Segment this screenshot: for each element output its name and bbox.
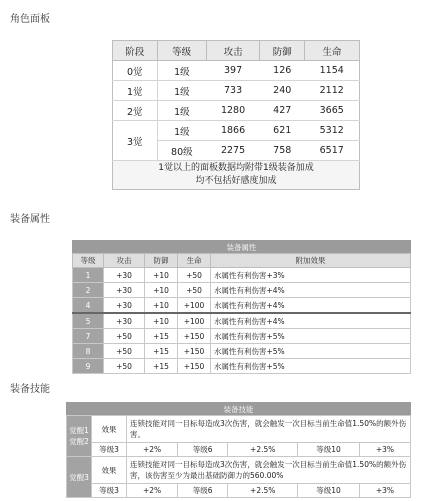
hp-cell: 6517	[304, 141, 359, 161]
table-row	[73, 268, 411, 283]
note-line-2: 均不包括好感度加成	[195, 176, 277, 186]
defense-cell: +15	[145, 344, 178, 359]
hp-cell: +150	[178, 329, 211, 344]
hp-cell: +50	[178, 268, 211, 283]
hp-cell: 3665	[304, 101, 359, 121]
equip-skill-table	[66, 402, 411, 498]
effect-cell: 水属性有利伤害+3%	[211, 268, 411, 283]
hp-cell: 1154	[304, 61, 359, 81]
header-attack: 攻击	[206, 41, 260, 61]
attack-cell: 1280	[206, 101, 260, 121]
panel-section-title: 角色面板	[10, 14, 50, 25]
level-3-value: +2%	[127, 443, 178, 457]
table-row	[73, 359, 411, 374]
skill-effect-row	[67, 416, 411, 443]
effect-label: 效果	[92, 457, 127, 484]
hp-cell: 5312	[304, 121, 359, 141]
defense-cell: 126	[260, 61, 305, 81]
level-6-value: +2.5%	[228, 484, 298, 498]
table-row	[113, 81, 360, 101]
header-defense: 防御	[145, 254, 178, 268]
panel-header-row	[113, 41, 360, 61]
header-level: 等级	[157, 41, 206, 61]
defense-cell: 758	[260, 141, 305, 161]
panel-note	[113, 161, 360, 190]
attack-cell: 2275	[206, 141, 260, 161]
defense-cell: +10	[145, 283, 178, 298]
header-defense: 防御	[260, 41, 305, 61]
table-row	[113, 61, 360, 81]
hp-cell: +150	[178, 359, 211, 374]
header-attack: 攻击	[104, 254, 145, 268]
attack-cell: +30	[104, 313, 145, 329]
attack-cell: 397	[206, 61, 260, 81]
level-cell: 4	[73, 298, 104, 314]
table-row	[73, 329, 411, 344]
effect-cell: 水属性有利伤害+4%	[211, 283, 411, 298]
stage-cell: 2觉	[113, 101, 158, 121]
level-cell: 9	[73, 359, 104, 374]
level-6-label: 等级6	[178, 484, 228, 498]
effect-label: 效果	[92, 416, 127, 443]
level-cell: 5	[73, 313, 104, 329]
attack-cell: +50	[104, 344, 145, 359]
header-level: 等级	[73, 254, 104, 268]
defense-cell: 240	[260, 81, 305, 101]
level-cell: 1	[73, 268, 104, 283]
level-cell: 80级	[157, 141, 206, 161]
attack-cell: 733	[206, 81, 260, 101]
equip-attributes-table	[72, 240, 411, 374]
effect-cell: 水属性有利伤害+4%	[211, 313, 411, 329]
defense-cell: 427	[260, 101, 305, 121]
effect-cell: 水属性有利伤害+5%	[211, 329, 411, 344]
skill-title-row	[67, 403, 411, 416]
table-row	[73, 298, 411, 314]
defense-cell: 621	[260, 121, 305, 141]
header-hp: 生命	[178, 254, 211, 268]
level-cell: 1级	[157, 81, 206, 101]
hp-cell: 2112	[304, 81, 359, 101]
table-row	[113, 101, 360, 121]
skill-level-row	[67, 484, 411, 498]
hp-cell: +100	[178, 313, 211, 329]
hp-cell: +100	[178, 298, 211, 314]
defense-cell: +10	[145, 313, 178, 329]
level-10-label: 等级10	[298, 443, 360, 457]
table-row	[73, 344, 411, 359]
level-6-value: +2.5%	[228, 443, 298, 457]
header-effect: 附加效果	[211, 254, 411, 268]
level-10-value: +3%	[359, 484, 410, 498]
skill-effect-row	[67, 457, 411, 484]
stage-cell: 1觉	[113, 81, 158, 101]
level-cell: 2	[73, 283, 104, 298]
equip-header-row	[73, 254, 411, 268]
defense-cell: +15	[145, 329, 178, 344]
level-10-value: +3%	[359, 443, 410, 457]
header-stage: 阶段	[113, 41, 158, 61]
panel-note-row	[113, 161, 360, 190]
level-3-label: 等级3	[92, 484, 127, 498]
skill-table-title: 装备技能	[67, 403, 411, 416]
level-10-label: 等级10	[298, 484, 360, 498]
level-cell: 1级	[157, 121, 206, 141]
attack-cell: +30	[104, 298, 145, 314]
level-cell: 8	[73, 344, 104, 359]
equip-table-title: 装备属性	[73, 241, 411, 254]
character-panel-table	[112, 40, 360, 190]
awaken-label: 觉醒3	[67, 457, 92, 498]
defense-cell: +10	[145, 298, 178, 314]
attack-cell: 1866	[206, 121, 260, 141]
effect-cell: 水属性有利伤害+4%	[211, 298, 411, 314]
table-row	[73, 283, 411, 298]
hp-cell: +50	[178, 283, 211, 298]
attack-cell: +50	[104, 359, 145, 374]
defense-cell: +15	[145, 359, 178, 374]
level-cell: 7	[73, 329, 104, 344]
stage-cell: 0觉	[113, 61, 158, 81]
effect-cell: 水属性有利伤害+5%	[211, 359, 411, 374]
table-row	[73, 313, 411, 329]
stage-cell: 3觉	[113, 121, 158, 161]
attack-cell: +50	[104, 329, 145, 344]
level-6-label: 等级6	[178, 443, 228, 457]
header-hp: 生命	[304, 41, 359, 61]
skill-description: 连锁技能对同一目标每造成3次伤害，就会触发一次目标当前生命值1.50%的额外伤害。	[127, 416, 411, 443]
skill-description: 连锁技能对同一目标每造成3次伤害，就会触发一次目标当前生命值1.50%的额外伤害，该伤害至少为最出基础防御力的560.00%	[127, 457, 411, 484]
attack-cell: +30	[104, 283, 145, 298]
skill-level-row	[67, 443, 411, 457]
note-line-1: 1觉以上的面板数据均附带1级装备加成	[158, 163, 314, 173]
level-cell: 1级	[157, 101, 206, 121]
equip-section-title: 装备属性	[10, 214, 50, 225]
attack-cell: +30	[104, 268, 145, 283]
equip-title-row	[73, 241, 411, 254]
awaken-label: 觉醒1 觉醒2	[67, 416, 92, 457]
level-3-value: +2%	[127, 484, 178, 498]
hp-cell: +150	[178, 344, 211, 359]
skill-section-title: 装备技能	[10, 384, 50, 395]
level-cell: 1级	[157, 61, 206, 81]
table-row	[113, 121, 360, 141]
defense-cell: +10	[145, 268, 178, 283]
level-3-label: 等级3	[92, 443, 127, 457]
effect-cell: 水属性有利伤害+5%	[211, 344, 411, 359]
